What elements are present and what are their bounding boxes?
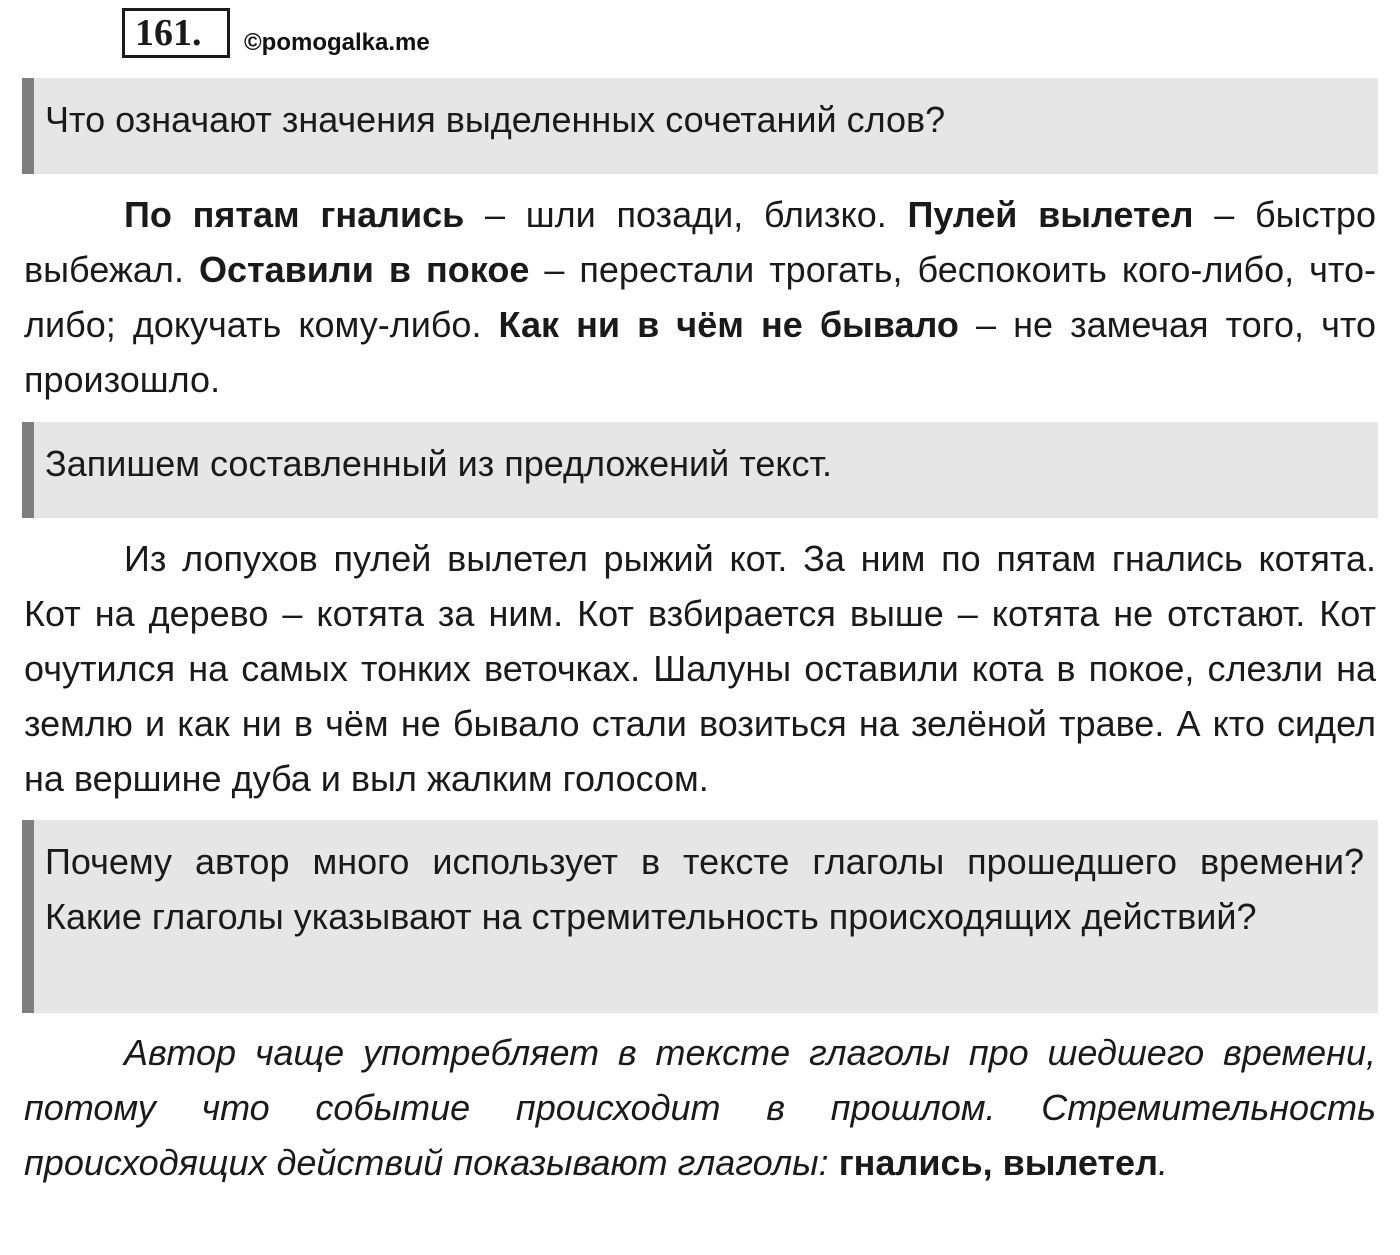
answer-1 bbox=[24, 187, 1376, 407]
answer-3 bbox=[24, 1025, 1376, 1190]
question-1 bbox=[22, 78, 1378, 174]
phrase-1: По пятам гнались bbox=[124, 194, 465, 235]
question-3-text: Почему автор много использует в тексте глаголы прошедшего времени? Какие глаголы указывают на стремительность происходящих действий? bbox=[45, 841, 1364, 937]
answer-3-end: . bbox=[1157, 1142, 1168, 1183]
phrase-3: Оставили в покое bbox=[198, 249, 530, 290]
answer-3-text: Автор чаще употребляет в тексте глаголы про шедшего времени, потому что событие происходит в прошлом. Стремительность происходящих действий показывают глаголы: bbox=[24, 1032, 1376, 1183]
meaning-1: – шли позади, близко. bbox=[464, 194, 908, 235]
meaning-2: – быстро выбежал. bbox=[24, 194, 1376, 290]
composed-text: Из лопухов пулей вылетел рыжий кот. За ним по пятам гнались котята. Кот на дерево – котята за ним. Кот взбирается выше – котята не отстают. Кот очутился на самых тонких веточках. Шалуны оставили кота в покое, слезли на землю и как ни в чём не бывало стали возиться на зелёной траве. А кто сидел на вершине дуба и выл жалким голосом. bbox=[24, 538, 1376, 799]
question-1-text: Что означают значения выделенных сочетаний слов? bbox=[45, 99, 946, 140]
watermark: ©pomogalka.me bbox=[244, 29, 430, 56]
exercise-number: 161. bbox=[122, 8, 230, 58]
answer-2 bbox=[24, 531, 1376, 806]
phrase-2: Пулей вылетел bbox=[907, 194, 1194, 235]
question-3 bbox=[22, 820, 1378, 1013]
answer-3-verbs: гналиcь, вылетел bbox=[838, 1142, 1158, 1183]
meaning-4: – не замечая того, что произошло. bbox=[24, 304, 1377, 400]
meaning-3: – перестали трогать, беспокоить кого-либо, что-либо; докучать кому-либо. bbox=[24, 249, 1376, 345]
phrase-4: Как ни в чём не бывало bbox=[498, 304, 959, 345]
question-2-text: Запишем составленный из предложений текст. bbox=[45, 443, 832, 484]
question-2 bbox=[22, 422, 1378, 518]
